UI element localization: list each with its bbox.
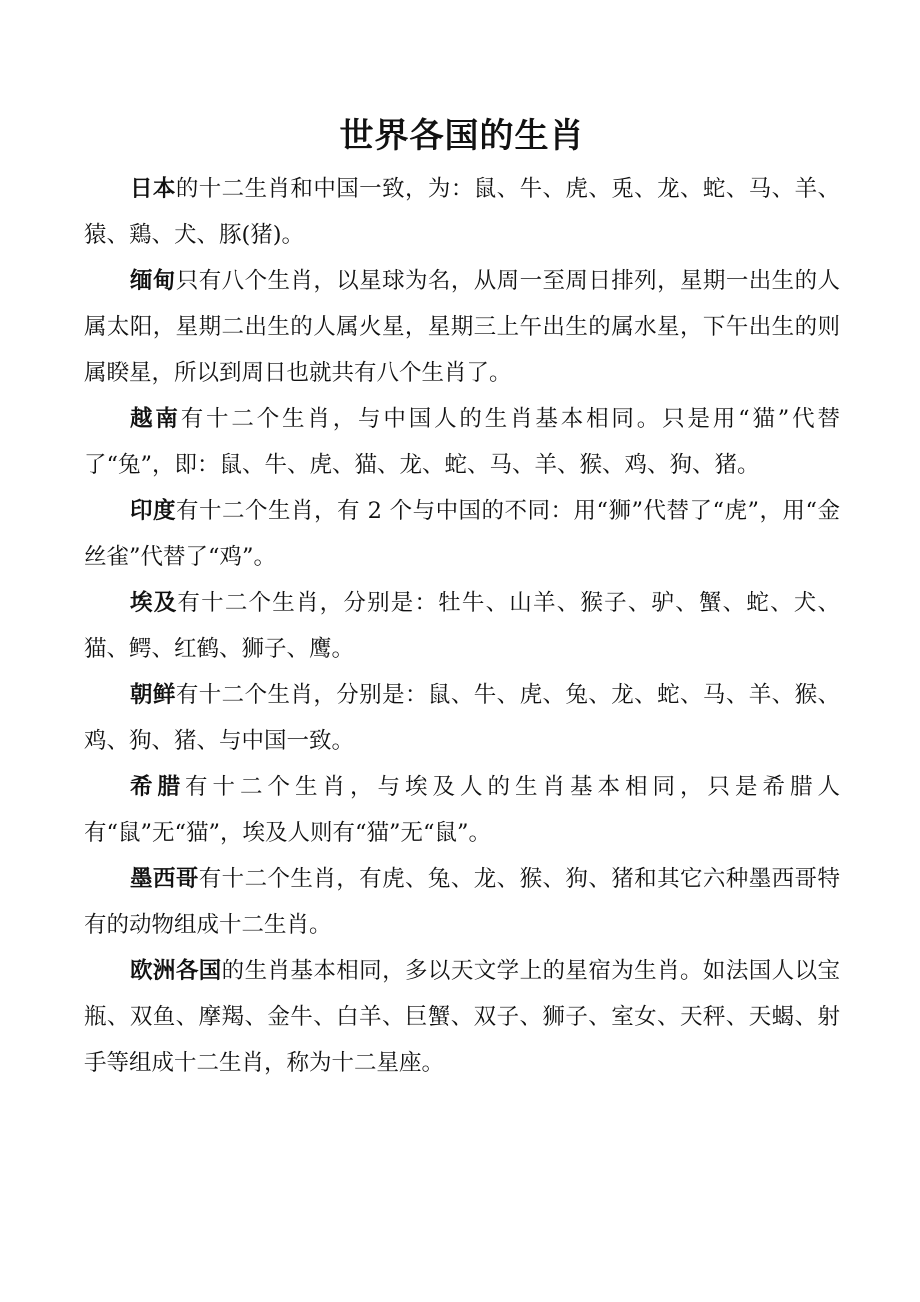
paragraph-vietnam — [84, 396, 840, 488]
paragraph-egypt — [84, 580, 840, 672]
country-name: 埃及 — [130, 590, 178, 616]
paragraph-india — [84, 488, 840, 580]
paragraph-europe — [84, 948, 840, 1086]
paragraph-text: 的生肖基本相同，多以天文学上的星宿为生肖。如法国人以宝瓶、双鱼、摩羯、金牛、白羊、巨蟹、双子、狮子、室女、天秤、天蝎、射手等组成十二生肖，称为十二星座。 — [84, 958, 840, 1076]
country-name: 缅甸 — [130, 268, 176, 294]
paragraph-japan — [84, 166, 840, 258]
paragraph-mexico — [84, 856, 840, 948]
country-name: 越南 — [130, 406, 181, 432]
paragraph-text: 的十二生肖和中国一致，为：鼠、牛、虎、兎、龙、蛇、马、羊、猿、鶏、犬、豚(猪)。 — [84, 176, 840, 248]
paragraph-myanmar — [84, 258, 840, 396]
paragraph-text: 有十二个生肖，分别是：牡牛、山羊、猴子、驴、蟹、蛇、犬、猫、鳄、红鹤、狮子、鹰。 — [84, 590, 840, 662]
paragraph-text: 有十二个生肖，有 2 个与中国的不同：用“狮”代替了“虎”，用“金丝雀”代替了“鸡”。 — [84, 498, 840, 570]
paragraph-text: 有十二个生肖，与埃及人的生肖基本相同，只是希腊人有“鼠”无“猫”，埃及人则有“猫”无“鼠”。 — [84, 774, 840, 846]
page-title: 世界各国的生肖 — [339, 116, 585, 156]
country-name: 日本 — [130, 176, 176, 202]
paragraph-greece — [84, 764, 840, 856]
paragraph-text: 有十二个生肖，分别是：鼠、牛、虎、兔、龙、蛇、马、羊、猴、鸡、狗、猪、与中国一致。 — [84, 682, 840, 754]
country-name: 墨西哥 — [130, 866, 199, 892]
country-name: 印度 — [130, 498, 176, 524]
country-name: 欧洲各国 — [130, 958, 222, 984]
document-page — [84, 112, 840, 1086]
country-name: 朝鲜 — [130, 682, 176, 708]
paragraph-text: 有十二个生肖，与中国人的生肖基本相同。只是用“猫”代替了“兔”，即：鼠、牛、虎、猫、龙、蛇、马、羊、猴、鸡、狗、猪。 — [84, 406, 840, 478]
paragraph-text: 有十二个生肖，有虎、兔、龙、猴、狗、猪和其它六种墨西哥特有的动物组成十二生肖。 — [84, 866, 840, 938]
paragraph-korea — [84, 672, 840, 764]
country-name: 希腊 — [130, 774, 185, 800]
paragraph-text: 只有八个生肖，以星球为名，从周一至周日排列，星期一出生的人属太阳，星期二出生的人属火星，星期三上午出生的属水星，下午出生的则属睽星，所以到周日也就共有八个生肖了。 — [84, 268, 840, 386]
